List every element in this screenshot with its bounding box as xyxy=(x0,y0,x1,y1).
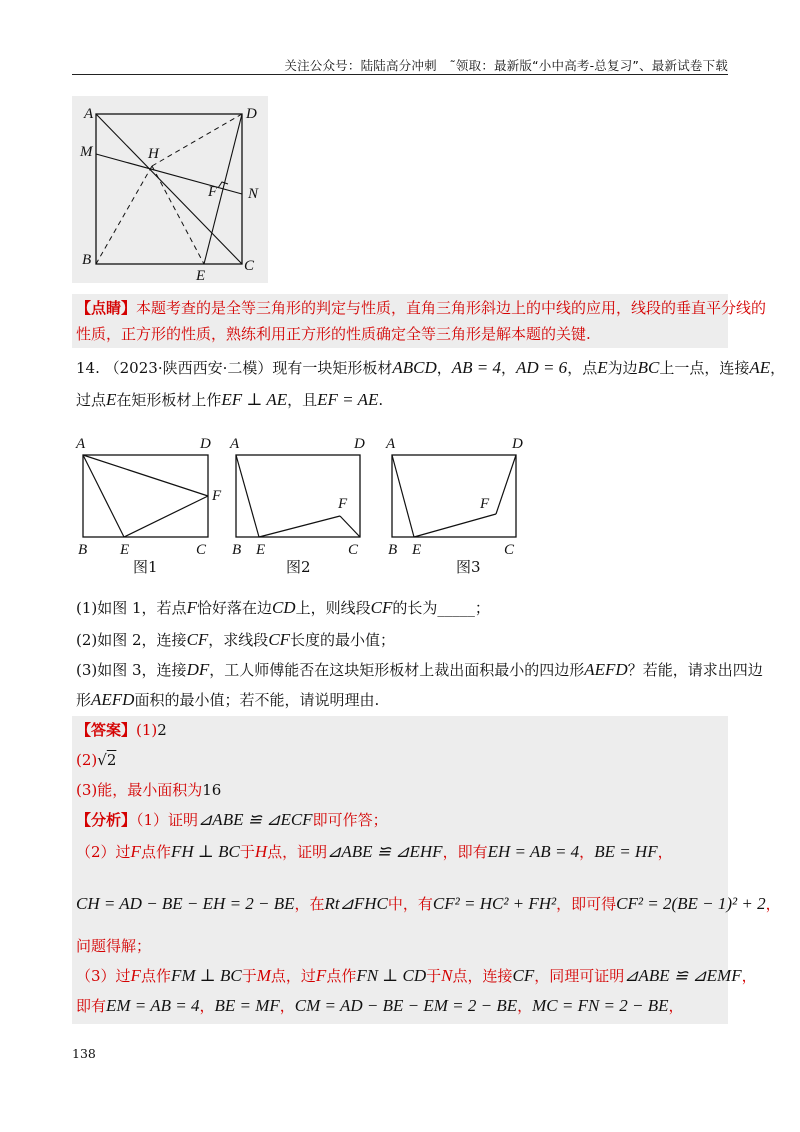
fig3-label-B: B xyxy=(388,542,398,558)
square-figure xyxy=(72,96,272,283)
fig1-label-F: F xyxy=(212,488,222,504)
analysis-line6: 即有EM = AB = 4，BE = MF，CM = AD − BE − EM = 2 − BE，MC = FN = 2 − BE， xyxy=(76,996,684,1015)
fig2-label-C: C xyxy=(348,542,359,558)
fig1-label-B: B xyxy=(78,542,88,558)
label-N: N xyxy=(248,186,259,202)
fig2-label-E: E xyxy=(256,542,266,558)
fig2-caption: 图2 xyxy=(286,558,311,576)
analysis-line5: （3）过F点作FM ⊥ BC于M点，过F点作FN ⊥ CD于N点，连接CF，同理可证明⊿ABE ≌ ⊿EMF， xyxy=(76,966,757,985)
fig3-label-F: F xyxy=(480,496,490,512)
question-3-line1: (3)如图 3，连接DF，工人师傅能否在这块矩形板材上裁出面积最小的四边形AEFD？若能，请求出四边 xyxy=(76,660,763,679)
answer-blank[interactable]: _____ xyxy=(437,599,475,617)
fig3-label-E: E xyxy=(412,542,422,558)
fig1-label-E: E xyxy=(120,542,130,558)
label-F: F xyxy=(208,184,218,200)
header-rule xyxy=(72,74,728,75)
question-2: (2)如图 2，连接CF，求线段CF长度的最小值； xyxy=(76,630,396,649)
fig1-label-C: C xyxy=(196,542,207,558)
fig2-label-F: F xyxy=(338,496,348,512)
question-3-line2: 形AEFD面积的最小值；若不能，请说明理由. xyxy=(76,690,380,709)
fig3-label-A: A xyxy=(386,436,396,452)
analysis-line3: CH = AD − BE − EH = 2 − BE，在Rt⊿FHC中，有CF² = HC² + FH²，即可得CF² = 2(BE − 1)² + 2， xyxy=(76,894,781,913)
analysis-line2: （2）过F点作FH ⊥ BC于H点，证明⊿ABE ≌ ⊿EHF，即有EH = AB = 4，BE = HF， xyxy=(76,842,673,861)
fig2-label-B: B xyxy=(232,542,242,558)
analysis-line1: 【分析】（1）证明⊿ABE ≌ ⊿ECF即可作答； xyxy=(76,810,388,829)
label-B: B xyxy=(82,252,92,268)
fig3-label-D: D xyxy=(512,436,523,452)
analysis-line4: 问题得解； xyxy=(76,937,152,955)
fig3-caption: 图3 xyxy=(456,558,481,576)
page-number: 138 xyxy=(72,1046,96,1061)
question-1: (1)如图 1，若点F恰好落在边CD上，则线段CF的长为_____； xyxy=(76,598,490,617)
fig1-caption: 图1 xyxy=(133,558,158,576)
dianjing-line1: 【点睛】本题考查的是全等三角形的判定与性质，直角三角形斜边上的中线的应用，线段的垂直平分线的 xyxy=(76,299,767,317)
answer-1: 【答案】(1)2 xyxy=(76,721,167,739)
label-D: D xyxy=(246,106,257,122)
answer-2: (2)√2 xyxy=(76,751,117,769)
fig2-label-D: D xyxy=(354,436,365,452)
label-H: H xyxy=(148,146,159,162)
problem-line1: 14. （2023·陕西西安·二模）现有一块矩形板材ABCD，AB = 4，AD = 6，点E为边BC上一点，连接AE， xyxy=(76,358,786,377)
label-E: E xyxy=(196,268,206,283)
answer-3: (3)能，最小面积为16 xyxy=(76,781,222,799)
fig1-label-D: D xyxy=(200,436,211,452)
label-A: A xyxy=(84,106,94,122)
dianjing-line2: 性质，正方形的性质，熟练利用正方形的性质确定全等三角形是解本题的关键. xyxy=(76,325,591,343)
problem-line2: 过点E在矩形板材上作EF ⊥ AE，且EF = AE. xyxy=(76,390,384,409)
label-C: C xyxy=(244,258,255,274)
fig3-label-C: C xyxy=(504,542,515,558)
page-header: 关注公众号：陆陆高分冲刺 ˜领取：最新版“小中高考-总复习”、最新试卷下载 xyxy=(284,58,728,73)
label-M: M xyxy=(80,144,93,160)
fig1-label-A: A xyxy=(76,436,86,452)
fig2-label-A: A xyxy=(230,436,240,452)
